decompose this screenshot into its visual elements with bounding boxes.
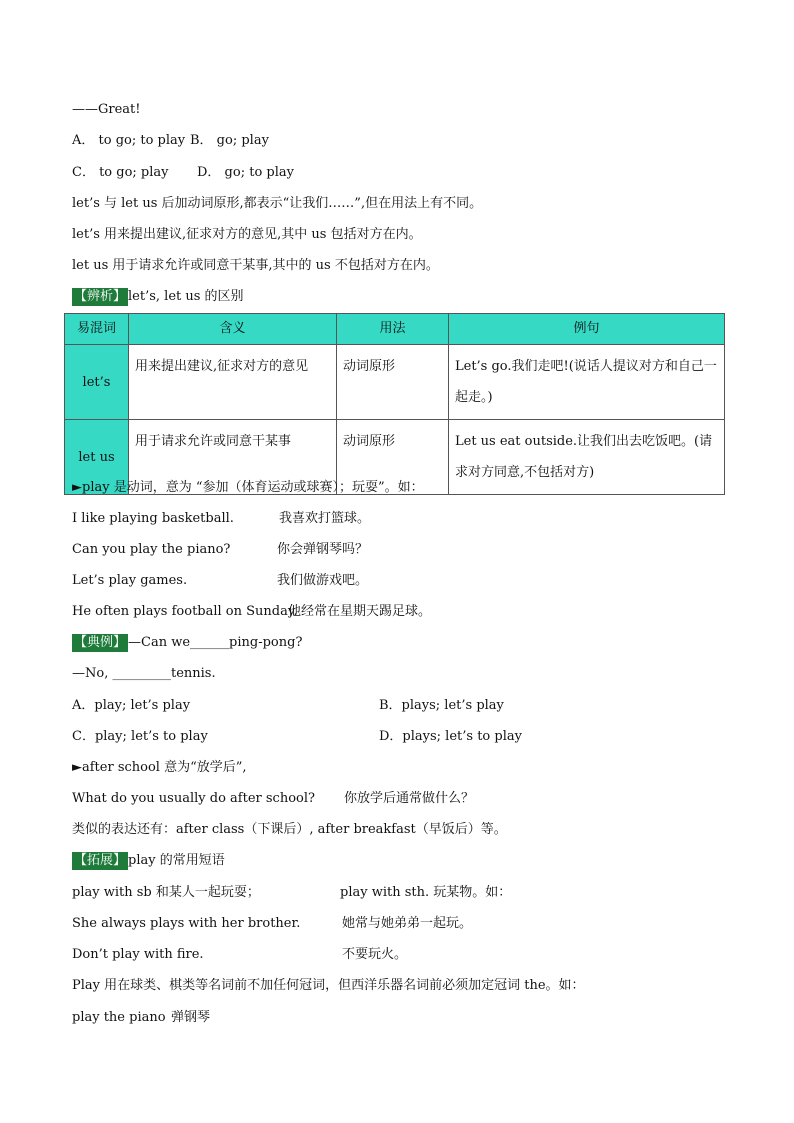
- analysis-tag: 【辨析】: [74, 289, 127, 304]
- option-a: A．play; let’s play: [72, 698, 191, 713]
- option-b: B．plays; let’s play: [379, 698, 504, 713]
- similar-expressions: 类似的表达还有：after class（下课后）, after breakfast（早饭后）等。: [72, 822, 507, 837]
- phrase-right: play with sth. 玩某物。如：: [340, 885, 512, 900]
- example-en: Don’t play with fire.: [72, 947, 204, 962]
- phrase-left: play with sb 和某人一起玩耍；: [72, 885, 260, 900]
- table-cell-example: Let’s go.我们走吧!(说话人提议对方和自己一起走。): [449, 345, 725, 420]
- question-line: —Can we______ping-pong?: [128, 635, 303, 650]
- answer-reply: ——Great!: [72, 102, 141, 117]
- example-en: I like playing basketball.: [72, 511, 234, 526]
- example-zh: 弹钢琴: [171, 1010, 211, 1025]
- example-zh: 她常与她弟弟一起玩。: [342, 916, 473, 931]
- analysis-title: let’s, let us 的区别: [128, 289, 244, 304]
- explanation-line: let’s 用来提出建议,征求对方的意见,其中 us 包括对方在内。: [72, 227, 422, 242]
- question-line: —No, _________tennis.: [72, 666, 216, 681]
- table-cell-usage: 动词原形: [337, 345, 449, 420]
- example-zh: 我喜欢打篮球。: [279, 511, 371, 526]
- typical-example-tag: 【典例】: [74, 635, 127, 650]
- option-d: D． go; to play: [197, 165, 294, 180]
- article-rule: Play 用在球类、棋类等名词前不加任何冠词，但西洋乐器名词前必须加定冠词 the。如：: [72, 978, 585, 993]
- table-cell-example: Let us eat outside.让我们出去吃饭吧。(请求对方同意,不包括对方): [449, 420, 725, 495]
- option-c: C．play; let’s to play: [72, 729, 208, 744]
- table-header: 易混词: [65, 314, 129, 345]
- play-intro: ►play 是动词，意为 “参加（体育运动或球赛）；玩耍”。如：: [72, 480, 424, 495]
- example-en: Let’s play games.: [72, 573, 188, 588]
- example-zh: 你会弹钢琴吗？: [277, 542, 369, 557]
- example-en: She always plays with her brother.: [72, 916, 301, 931]
- option-b: B． go; play: [190, 133, 269, 148]
- example-zh: 不要玩火。: [342, 947, 408, 962]
- analysis-heading: [72, 288, 244, 306]
- table-header: 用法: [337, 314, 449, 345]
- extend-title: play 的常用短语: [128, 853, 225, 868]
- after-school-intro: ►after school 意为“放学后”,: [72, 760, 247, 775]
- example-en: play the piano: [72, 1010, 166, 1025]
- table-header: 含义: [129, 314, 337, 345]
- example-en: What do you usually do after school?: [72, 791, 315, 806]
- table-row: [65, 345, 725, 420]
- comparison-table: [64, 313, 725, 495]
- extend-heading: [72, 852, 225, 870]
- example-zh: 我们做游戏吧。: [277, 573, 369, 588]
- table-cell-meaning: 用来提出建议,征求对方的意见: [129, 345, 337, 420]
- table-cell-meaning: 用于请求允许或同意干某事: [129, 420, 337, 495]
- example-zh: 你放学后通常做什么？: [344, 791, 475, 806]
- typical-example-question: [72, 634, 302, 652]
- option-a: A． to go; to play: [72, 133, 186, 148]
- example-zh: 他经常在星期天踢足球。: [288, 604, 432, 619]
- extend-tag: 【拓展】: [74, 853, 127, 868]
- table-cell-usage: 动词原形: [337, 420, 449, 495]
- explanation-line: let us 用于请求允许或同意干某事,其中的 us 不包括对方在内。: [72, 258, 439, 273]
- option-c: C． to go; play: [72, 165, 169, 180]
- table-header-row: [65, 314, 725, 345]
- table-header: 例句: [449, 314, 725, 345]
- example-en: He often plays football on Sunday.: [72, 604, 298, 619]
- explanation-line: let’s 与 let us 后加动词原形,都表示“让我们……”,但在用法上有不同。: [72, 196, 483, 211]
- table-cell-word: let’s: [65, 345, 129, 420]
- example-en: Can you play the piano?: [72, 542, 231, 557]
- option-d: D．plays; let’s to play: [379, 729, 522, 744]
- table-cell-word: let us: [65, 420, 129, 495]
